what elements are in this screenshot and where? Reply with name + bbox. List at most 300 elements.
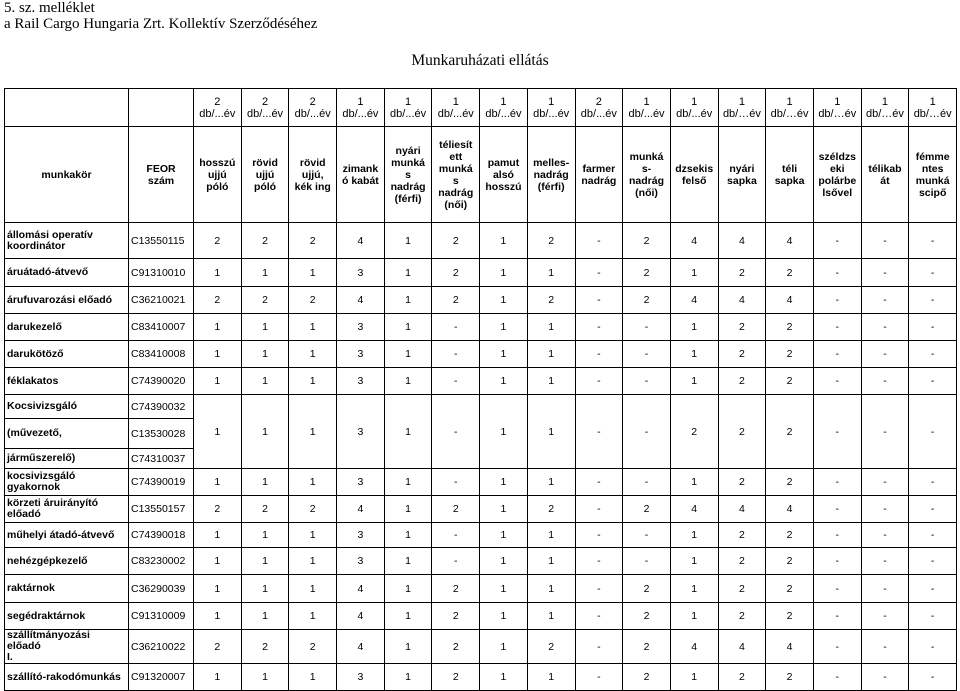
- value-cell: -: [909, 341, 957, 368]
- value-cell: 1: [384, 368, 432, 395]
- column-header-item: rövid ujjú póló: [241, 127, 289, 223]
- value-cell: 2: [241, 223, 289, 259]
- value-cell: -: [909, 287, 957, 314]
- value-cell: 2: [766, 664, 814, 691]
- frequency-cell: 1 db/...év: [623, 89, 671, 127]
- value-cell: 2: [241, 496, 289, 523]
- value-cell: 2: [432, 223, 480, 259]
- value-cell: 2: [718, 469, 766, 496]
- value-cell: -: [861, 341, 909, 368]
- frequency-cell: 1 db/…év: [718, 89, 766, 127]
- value-cell: 4: [718, 496, 766, 523]
- feor-code-cell: C83410007: [129, 314, 194, 341]
- value-cell: 2: [766, 575, 814, 603]
- frequency-cell: 1 db/…év: [909, 89, 957, 127]
- table-row: [5, 314, 957, 341]
- value-cell: 2: [718, 523, 766, 548]
- value-cell: 2: [766, 469, 814, 496]
- value-cell: -: [623, 395, 671, 469]
- value-cell: 1: [527, 368, 575, 395]
- value-cell: -: [909, 603, 957, 630]
- value-cell: -: [909, 223, 957, 259]
- frequency-cell: 1 db/...év: [670, 89, 718, 127]
- column-header-item: fémme ntes munká scipő: [909, 127, 957, 223]
- value-cell: 2: [194, 287, 242, 314]
- value-cell: 4: [337, 287, 385, 314]
- column-header-item: széldzs eki polárbe lsővel: [813, 127, 861, 223]
- value-cell: 2: [527, 287, 575, 314]
- value-cell: 3: [337, 523, 385, 548]
- value-cell: 1: [527, 259, 575, 287]
- value-cell: 1: [527, 603, 575, 630]
- value-cell: 3: [337, 314, 385, 341]
- frequency-cell: 2 db/...év: [289, 89, 337, 127]
- value-cell: 1: [527, 523, 575, 548]
- feor-code-cell: C74390032: [129, 395, 194, 419]
- value-cell: 2: [527, 630, 575, 664]
- value-cell: 2: [718, 575, 766, 603]
- empty-cell: [129, 89, 194, 127]
- column-header-feor: FEOR szám: [129, 127, 194, 223]
- value-cell: 1: [384, 469, 432, 496]
- value-cell: 1: [241, 523, 289, 548]
- value-cell: 1: [241, 603, 289, 630]
- value-cell: -: [813, 664, 861, 691]
- frequency-cell: 1 db/...év: [432, 89, 480, 127]
- clothing-allowance-table: [4, 88, 957, 691]
- value-cell: 1: [670, 603, 718, 630]
- value-cell: -: [432, 314, 480, 341]
- value-cell: 1: [384, 548, 432, 575]
- table-row: [5, 395, 957, 419]
- value-cell: 2: [289, 496, 337, 523]
- value-cell: 1: [289, 368, 337, 395]
- value-cell: 4: [766, 223, 814, 259]
- value-cell: 1: [480, 469, 528, 496]
- value-cell: 2: [289, 223, 337, 259]
- value-cell: -: [813, 575, 861, 603]
- table-row: [5, 223, 957, 259]
- value-cell: -: [813, 548, 861, 575]
- empty-cell: [5, 89, 129, 127]
- value-cell: 1: [670, 548, 718, 575]
- value-cell: 3: [337, 259, 385, 287]
- value-cell: 2: [718, 368, 766, 395]
- value-cell: 1: [480, 287, 528, 314]
- value-cell: -: [432, 368, 480, 395]
- value-cell: 1: [194, 368, 242, 395]
- frequency-cell: 2 db/...év: [194, 89, 242, 127]
- value-cell: 1: [384, 341, 432, 368]
- value-cell: 1: [480, 223, 528, 259]
- value-cell: -: [861, 548, 909, 575]
- value-cell: 2: [432, 259, 480, 287]
- value-cell: 1: [241, 395, 289, 469]
- job-title-cell: árufuvarozási előadó: [5, 287, 129, 314]
- column-header-job: munkakör: [5, 127, 129, 223]
- value-cell: 4: [718, 630, 766, 664]
- value-cell: 2: [718, 259, 766, 287]
- value-cell: 1: [384, 496, 432, 523]
- value-cell: -: [575, 287, 623, 314]
- value-cell: -: [623, 548, 671, 575]
- value-cell: 1: [670, 664, 718, 691]
- value-cell: -: [575, 314, 623, 341]
- value-cell: -: [861, 630, 909, 664]
- value-cell: 1: [194, 341, 242, 368]
- value-cell: -: [575, 341, 623, 368]
- value-cell: 1: [527, 548, 575, 575]
- value-cell: 1: [527, 395, 575, 469]
- value-cell: 1: [194, 603, 242, 630]
- job-title-cell: segédraktárnok: [5, 603, 129, 630]
- value-cell: 1: [289, 259, 337, 287]
- value-cell: -: [861, 287, 909, 314]
- value-cell: 1: [241, 664, 289, 691]
- value-cell: 1: [289, 523, 337, 548]
- value-cell: 1: [194, 259, 242, 287]
- value-cell: 4: [766, 496, 814, 523]
- value-cell: -: [861, 223, 909, 259]
- value-cell: -: [861, 575, 909, 603]
- value-cell: 1: [480, 259, 528, 287]
- value-cell: 2: [432, 664, 480, 691]
- feor-code-cell: C83410008: [129, 341, 194, 368]
- job-title-cell: Kocsivizsgáló: [5, 395, 129, 419]
- value-cell: 2: [718, 664, 766, 691]
- job-title-cell: darukötöző: [5, 341, 129, 368]
- value-cell: 2: [670, 395, 718, 469]
- value-cell: -: [813, 523, 861, 548]
- feor-code-cell: C74390019: [129, 469, 194, 496]
- value-cell: 4: [670, 287, 718, 314]
- value-cell: 2: [432, 287, 480, 314]
- value-cell: 1: [241, 341, 289, 368]
- value-cell: -: [813, 259, 861, 287]
- value-cell: -: [575, 469, 623, 496]
- value-cell: 1: [384, 664, 432, 691]
- value-cell: 2: [623, 259, 671, 287]
- value-cell: -: [909, 548, 957, 575]
- value-cell: -: [623, 523, 671, 548]
- value-cell: 1: [194, 469, 242, 496]
- feor-code-cell: C91310010: [129, 259, 194, 287]
- value-cell: 2: [194, 630, 242, 664]
- job-title-cell: szállító-rakodómunkás: [5, 664, 129, 691]
- value-cell: 2: [623, 664, 671, 691]
- value-cell: -: [432, 341, 480, 368]
- value-cell: -: [909, 395, 957, 469]
- value-cell: 2: [766, 603, 814, 630]
- table-row: [5, 548, 957, 575]
- value-cell: 2: [766, 314, 814, 341]
- table-row: [5, 89, 957, 127]
- value-cell: 1: [289, 603, 337, 630]
- value-cell: 1: [670, 575, 718, 603]
- value-cell: 1: [289, 395, 337, 469]
- column-header-item: rövid ujjú, kék ing: [289, 127, 337, 223]
- value-cell: -: [813, 341, 861, 368]
- value-cell: 1: [480, 496, 528, 523]
- value-cell: 2: [623, 287, 671, 314]
- value-cell: -: [813, 630, 861, 664]
- frequency-cell: 1 db/...év: [384, 89, 432, 127]
- table-row: [5, 575, 957, 603]
- job-title-cell: áruátadó-átvevő: [5, 259, 129, 287]
- value-cell: 1: [241, 575, 289, 603]
- value-cell: -: [861, 603, 909, 630]
- value-cell: -: [861, 314, 909, 341]
- value-cell: 2: [623, 496, 671, 523]
- value-cell: -: [813, 496, 861, 523]
- value-cell: -: [623, 469, 671, 496]
- value-cell: 1: [480, 523, 528, 548]
- value-cell: 2: [623, 630, 671, 664]
- column-header-item: munká s- nadrág (női): [623, 127, 671, 223]
- table-row: [5, 603, 957, 630]
- table-row: [5, 469, 957, 496]
- value-cell: 2: [432, 603, 480, 630]
- value-cell: 1: [289, 548, 337, 575]
- value-cell: -: [813, 287, 861, 314]
- value-cell: -: [909, 368, 957, 395]
- value-cell: 2: [766, 259, 814, 287]
- value-cell: 2: [766, 368, 814, 395]
- value-cell: 3: [337, 548, 385, 575]
- column-header-item: zimank ó kabát: [337, 127, 385, 223]
- value-cell: 4: [718, 287, 766, 314]
- value-cell: 1: [384, 223, 432, 259]
- feor-code-cell: C36290039: [129, 575, 194, 603]
- feor-code-cell: C13550157: [129, 496, 194, 523]
- value-cell: 2: [718, 341, 766, 368]
- value-cell: 1: [480, 630, 528, 664]
- value-cell: 4: [766, 287, 814, 314]
- value-cell: 2: [718, 314, 766, 341]
- value-cell: 2: [718, 603, 766, 630]
- value-cell: 1: [384, 630, 432, 664]
- value-cell: 1: [384, 287, 432, 314]
- value-cell: 1: [289, 664, 337, 691]
- value-cell: 1: [289, 575, 337, 603]
- value-cell: 1: [384, 523, 432, 548]
- value-cell: 2: [432, 630, 480, 664]
- value-cell: 1: [670, 368, 718, 395]
- value-cell: 4: [337, 575, 385, 603]
- value-cell: 4: [337, 223, 385, 259]
- value-cell: 3: [337, 664, 385, 691]
- value-cell: -: [575, 548, 623, 575]
- column-header-item: farmer nadrág: [575, 127, 623, 223]
- table-row: [5, 341, 957, 368]
- value-cell: -: [909, 314, 957, 341]
- table-row: [5, 287, 957, 314]
- value-cell: -: [861, 469, 909, 496]
- table-row: [5, 496, 957, 523]
- table-row: [5, 523, 957, 548]
- job-title-cell: szállítmányozási előadó I.: [5, 630, 129, 664]
- feor-code-cell: C83230002: [129, 548, 194, 575]
- value-cell: 1: [289, 469, 337, 496]
- feor-code-cell: C74390018: [129, 523, 194, 548]
- value-cell: -: [813, 314, 861, 341]
- frequency-cell: 2 db/...év: [241, 89, 289, 127]
- value-cell: 1: [480, 314, 528, 341]
- value-cell: 4: [670, 223, 718, 259]
- value-cell: 2: [241, 287, 289, 314]
- value-cell: 2: [623, 223, 671, 259]
- value-cell: 4: [766, 630, 814, 664]
- feor-code-cell: C91310009: [129, 603, 194, 630]
- value-cell: 2: [432, 496, 480, 523]
- value-cell: -: [909, 575, 957, 603]
- value-cell: 1: [527, 664, 575, 691]
- value-cell: 2: [194, 223, 242, 259]
- value-cell: 1: [241, 548, 289, 575]
- value-cell: -: [575, 664, 623, 691]
- value-cell: -: [623, 368, 671, 395]
- value-cell: 1: [480, 368, 528, 395]
- value-cell: 4: [337, 496, 385, 523]
- value-cell: 1: [670, 469, 718, 496]
- value-cell: -: [575, 523, 623, 548]
- frequency-cell: 1 db/...év: [337, 89, 385, 127]
- value-cell: -: [575, 223, 623, 259]
- value-cell: -: [861, 259, 909, 287]
- value-cell: 4: [337, 630, 385, 664]
- value-cell: 1: [670, 341, 718, 368]
- column-header-item: dzsekis felső: [670, 127, 718, 223]
- value-cell: -: [861, 523, 909, 548]
- value-cell: 2: [432, 575, 480, 603]
- value-cell: 1: [527, 469, 575, 496]
- job-title-cell: járműszerelő): [5, 449, 129, 469]
- job-title-cell: (művezető,: [5, 419, 129, 449]
- value-cell: 1: [670, 314, 718, 341]
- value-cell: -: [909, 259, 957, 287]
- feor-code-cell: C74310037: [129, 449, 194, 469]
- value-cell: 1: [241, 314, 289, 341]
- value-cell: 1: [194, 523, 242, 548]
- value-cell: 1: [480, 575, 528, 603]
- value-cell: 1: [241, 259, 289, 287]
- feor-code-cell: C13530028: [129, 419, 194, 449]
- value-cell: 2: [241, 630, 289, 664]
- value-cell: -: [861, 395, 909, 469]
- job-title-cell: féklakatos: [5, 368, 129, 395]
- value-cell: 1: [527, 314, 575, 341]
- job-title-cell: műhelyi átadó-átvevő: [5, 523, 129, 548]
- frequency-cell: 1 db/...év: [480, 89, 528, 127]
- value-cell: 1: [194, 395, 242, 469]
- value-cell: 1: [480, 341, 528, 368]
- value-cell: -: [909, 664, 957, 691]
- value-cell: -: [575, 603, 623, 630]
- feor-code-cell: C36210021: [129, 287, 194, 314]
- value-cell: -: [575, 496, 623, 523]
- value-cell: 2: [527, 496, 575, 523]
- page-title: Munkaruházati ellátás: [411, 52, 549, 69]
- column-header-item: pamut alsó hosszú: [480, 127, 528, 223]
- value-cell: -: [623, 341, 671, 368]
- value-cell: 1: [384, 575, 432, 603]
- document-annex-subtitle: a Rail Cargo Hungaria Zrt. Kollektív Szerződéséhez: [4, 16, 318, 32]
- value-cell: 1: [480, 603, 528, 630]
- job-title-cell: nehézgépkezelő: [5, 548, 129, 575]
- column-header-item: hosszú ujjú póló: [194, 127, 242, 223]
- value-cell: 1: [670, 259, 718, 287]
- table-row: [5, 127, 957, 223]
- value-cell: 1: [480, 395, 528, 469]
- value-cell: -: [575, 259, 623, 287]
- column-header-item: téliesít ett munká s nadrág (női): [432, 127, 480, 223]
- value-cell: -: [813, 368, 861, 395]
- value-cell: 2: [527, 223, 575, 259]
- value-cell: 2: [623, 603, 671, 630]
- value-cell: 1: [384, 314, 432, 341]
- column-header-item: télikab át: [861, 127, 909, 223]
- value-cell: 2: [766, 341, 814, 368]
- value-cell: -: [909, 523, 957, 548]
- column-header-item: nyári sapka: [718, 127, 766, 223]
- value-cell: 1: [527, 341, 575, 368]
- table-row: [5, 368, 957, 395]
- value-cell: -: [432, 395, 480, 469]
- frequency-cell: 1 db/…év: [861, 89, 909, 127]
- value-cell: -: [432, 469, 480, 496]
- value-cell: 2: [623, 575, 671, 603]
- value-cell: 2: [766, 395, 814, 469]
- value-cell: 1: [384, 259, 432, 287]
- table-row: [5, 664, 957, 691]
- frequency-cell: 2 db/...év: [575, 89, 623, 127]
- value-cell: 1: [384, 603, 432, 630]
- value-cell: 2: [289, 630, 337, 664]
- value-cell: -: [575, 575, 623, 603]
- value-cell: -: [861, 368, 909, 395]
- value-cell: 4: [337, 603, 385, 630]
- value-cell: 1: [194, 548, 242, 575]
- table-row: [5, 630, 957, 664]
- job-title-cell: raktárnok: [5, 575, 129, 603]
- value-cell: 1: [241, 368, 289, 395]
- value-cell: 1: [194, 575, 242, 603]
- value-cell: 1: [241, 469, 289, 496]
- table-row: [5, 259, 957, 287]
- value-cell: 3: [337, 469, 385, 496]
- frequency-cell: 1 db/…év: [813, 89, 861, 127]
- value-cell: -: [909, 469, 957, 496]
- value-cell: 1: [194, 664, 242, 691]
- column-header-item: téli sapka: [766, 127, 814, 223]
- value-cell: 1: [194, 314, 242, 341]
- column-header-item: melles- nadrág (férfi): [527, 127, 575, 223]
- job-title-cell: állomási operatív koordinátor: [5, 223, 129, 259]
- value-cell: 2: [718, 395, 766, 469]
- feor-code-cell: C74390020: [129, 368, 194, 395]
- value-cell: -: [813, 469, 861, 496]
- value-cell: 4: [718, 223, 766, 259]
- value-cell: -: [575, 630, 623, 664]
- value-cell: 2: [718, 548, 766, 575]
- value-cell: -: [575, 395, 623, 469]
- value-cell: 2: [766, 523, 814, 548]
- value-cell: 1: [289, 341, 337, 368]
- value-cell: -: [432, 523, 480, 548]
- value-cell: 1: [670, 523, 718, 548]
- job-title-cell: kocsivizsgáló gyakornok: [5, 469, 129, 496]
- value-cell: 1: [289, 314, 337, 341]
